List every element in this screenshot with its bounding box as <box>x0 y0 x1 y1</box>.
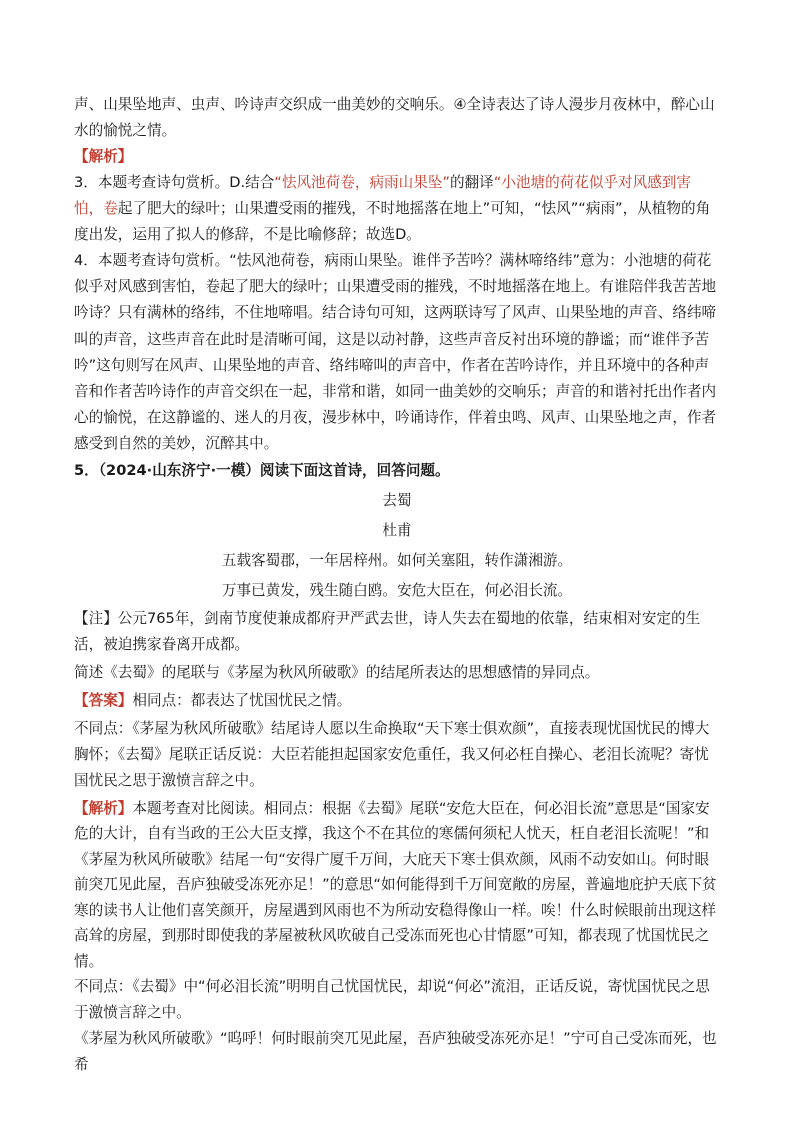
analysis-tag: 【解析】 <box>74 799 133 817</box>
q3-quote-1: “怯风池荷卷，病雨山果坠” <box>274 174 450 191</box>
q3-quote-2: “小池塘的荷花似乎对风感到害怕，卷 <box>74 174 692 217</box>
poem-line-1: 五载客蜀郡，一年居梓州。如何关塞阻，转作潇湘游。 <box>221 551 573 569</box>
q3-rest: 起了肥大的绿叶；山果遭受雨的摧残，不时地摇落在地上”可知，“怯风”“病雨”，从植物的角度出发，运用了拟人的修辞，不是比喻修辞；故选D。 <box>74 200 711 243</box>
answer-same-text: 相同点：都表达了忧国忧民之情。 <box>132 691 352 709</box>
analysis-part-3: 《茅屋为秋风所破歌》“呜呼！何时眼前突兀见此屋，吾庐独破受冻死亦足！”宁可自己受冻而死，也希 <box>74 1030 717 1074</box>
q3-mid: 的翻译 <box>449 174 494 191</box>
question-3-analysis <box>74 170 720 248</box>
question-5-title: 5．（2024·山东济宁·一模）阅读下面这首诗，回答问题。 <box>74 461 450 479</box>
analysis-1-text: 本题考查对比阅读。相同点：根据《去蜀》尾联“安危大臣在，何必泪长流”意思是“国家安危的大计，自有当政的王公大臣支撑，我这个不在其位的寒儒何须杞人忧天，枉自老泪长流呢！”和《茅屋为秋风所破歌》结尾一句“安得广厦千万间，大庇天下寒士俱欢颜，风雨不动安如山。何时眼前突兀见此屋，吾庐独破受冻死亦足！”的意思“如何能得到千万间宽敞的房屋，普遍地庇护天底下贫寒的读书人让他们喜笑颜开，房屋遇到风雨也不为所动安稳得像山一样。唉！什么时候眼前出现这样高耸的房屋，到那时即使我的茅屋被秋风吹破自己受冻而死也心甘情愿”可知，都表现了忧国忧民之情。 <box>74 799 717 970</box>
poem-line-2: 万事已黄发，残生随白鸥。安危大臣在，何必泪长流。 <box>221 581 573 599</box>
section-tag-analysis: 【解析】 <box>74 148 133 165</box>
question-text: 简述《去蜀》的尾联与《茅屋为秋风所破歌》的结尾所表达的思想感情的异同点。 <box>74 663 600 681</box>
question-4-analysis: 4．本题考查诗句赏析。“怯风池荷卷，病雨山果坠。谁伴予苦吟？满林啼络纬”意为：小池塘的荷花似乎对风感到害怕，卷起了肥大的绿叶；山果遭受雨的摧残，不时地摇落在地上。有谁陪伴我苦苦地吟诗？只有满林的络纬，不住地啼唱。结合诗句可知，这两联诗写了风声、山果坠地的声音、络纬啼叫的声音，这些声音在此时是清晰可闻，这是以动衬静，这些声音反衬出环境的静谧；而“谁伴予苦吟”这句则写在风声、山果坠地的声音、络纬啼叫的声音中，作者在苦吟诗作，并且环境中的各种声音和作者苦吟诗作的声音交织在一起，非常和谐，如同一曲美妙的交响乐；声音的和谐衬托出作者内心的愉悦，在这静谧的、迷人的月夜，漫步林中，吟诵诗作，伴着虫鸣、风声、山果坠地之声，作者感受到自然的美妙，沉醉其中。 <box>74 252 717 453</box>
document-body <box>74 92 720 1078</box>
analysis-part-2: 不同点：《去蜀》中“何必泪长流”明明自己忧国忧民，却说“何必”流泪，正话反说，寄忧国忧民之思于激愤言辞之中。 <box>74 978 710 1022</box>
poem-author: 杜甫 <box>382 521 412 539</box>
answer-tag: 【答案】 <box>74 691 133 709</box>
poem-title: 去蜀 <box>382 491 412 509</box>
answer-diff: 不同点：《茅屋为秋风所破歌》结尾诗人愿以生命换取“天下寒士俱欢颜”，直接表现忧国忧民的博大胸怀；《去蜀》尾联正话反说：大臣若能担起国家安危重任，我又何必枉自操心、老泪长流呢？寄忧国忧民之思于激愤言辞之中。 <box>74 719 710 789</box>
answer-same <box>74 688 720 714</box>
analysis-part-1 <box>74 796 720 975</box>
paragraph-intro: 声、山果坠地声、虫声、吟诗声交织成一曲美妙的交响乐。④全诗表达了诗人漫步月夜林中，醉心山水的愉悦之情。 <box>74 96 715 139</box>
poem-note: 【注】公元765年，剑南节度使兼成都府尹严武去世，诗人失去在蜀地的依靠，结束相对安定的生活，被迫携家眷离开成都。 <box>74 609 701 653</box>
q3-prefix: 3．本题考查诗句赏析。D.结合 <box>74 174 275 191</box>
